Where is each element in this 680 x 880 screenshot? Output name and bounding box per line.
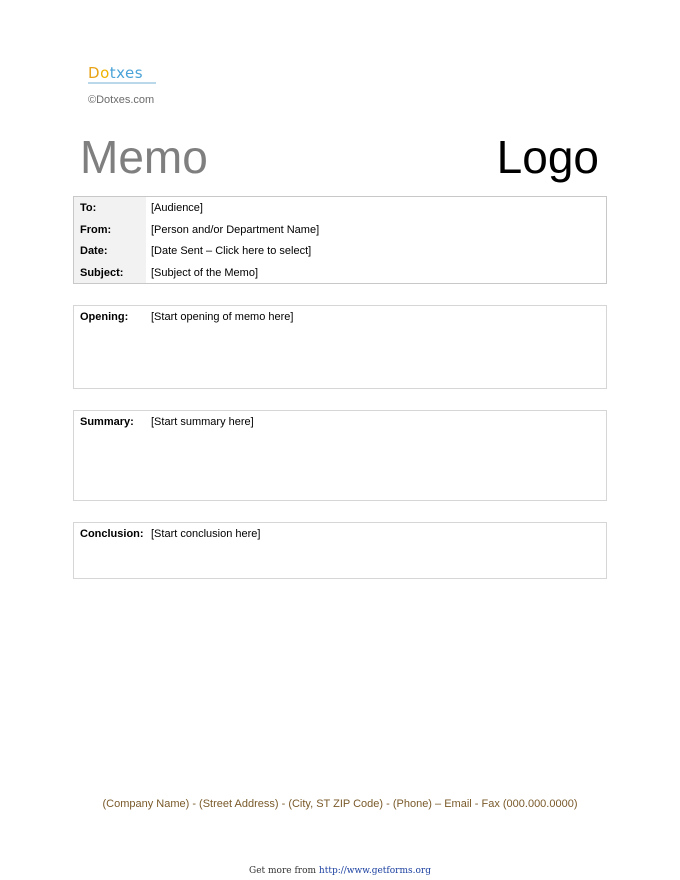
from-field[interactable]: [Person and/or Department Name]: [151, 224, 320, 236]
header-label: From:: [80, 224, 112, 236]
opening-field[interactable]: [Start opening of memo here]: [151, 311, 294, 323]
brand-wordmark: Dotxes: [88, 64, 144, 82]
header-row-from: [74, 219, 606, 241]
memo-header-table: [73, 196, 607, 284]
header-row-subject: [74, 262, 606, 284]
header-row-date: [74, 240, 606, 262]
page-title: Memo: [80, 131, 208, 183]
section-label: Summary:: [80, 416, 134, 428]
to-field[interactable]: [Audience]: [151, 202, 203, 214]
header-label: To:: [80, 202, 97, 214]
brand-tagline-bar: [88, 82, 156, 84]
subject-field[interactable]: [Subject of the Memo]: [151, 267, 258, 279]
summary-section: [73, 410, 607, 501]
section-label: Conclusion:: [80, 528, 144, 540]
opening-section: [73, 305, 607, 389]
summary-field[interactable]: [Start summary here]: [151, 416, 254, 428]
getforms-link[interactable]: http://www.getforms.org: [318, 866, 431, 876]
footer-address: (Company Name) - (Street Address) - (City, ST ZIP Code) - (Phone) – Email - Fax (000.000.0000): [102, 798, 578, 810]
logo-placeholder: Logo: [496, 131, 599, 183]
brand-logo: [88, 64, 168, 90]
date-field[interactable]: [Date Sent – Click here to select]: [151, 245, 312, 257]
header-label: Date:: [80, 245, 108, 257]
section-label: Opening:: [80, 311, 129, 323]
get-more-text: Get more from: [249, 866, 319, 876]
header-label: Subject:: [80, 267, 124, 279]
conclusion-field[interactable]: [Start conclusion here]: [151, 528, 261, 540]
header-row-to: [74, 197, 606, 219]
conclusion-section: [73, 522, 607, 579]
copyright-text: ©Dotxes.com: [88, 94, 155, 106]
get-more-line: [0, 866, 680, 876]
